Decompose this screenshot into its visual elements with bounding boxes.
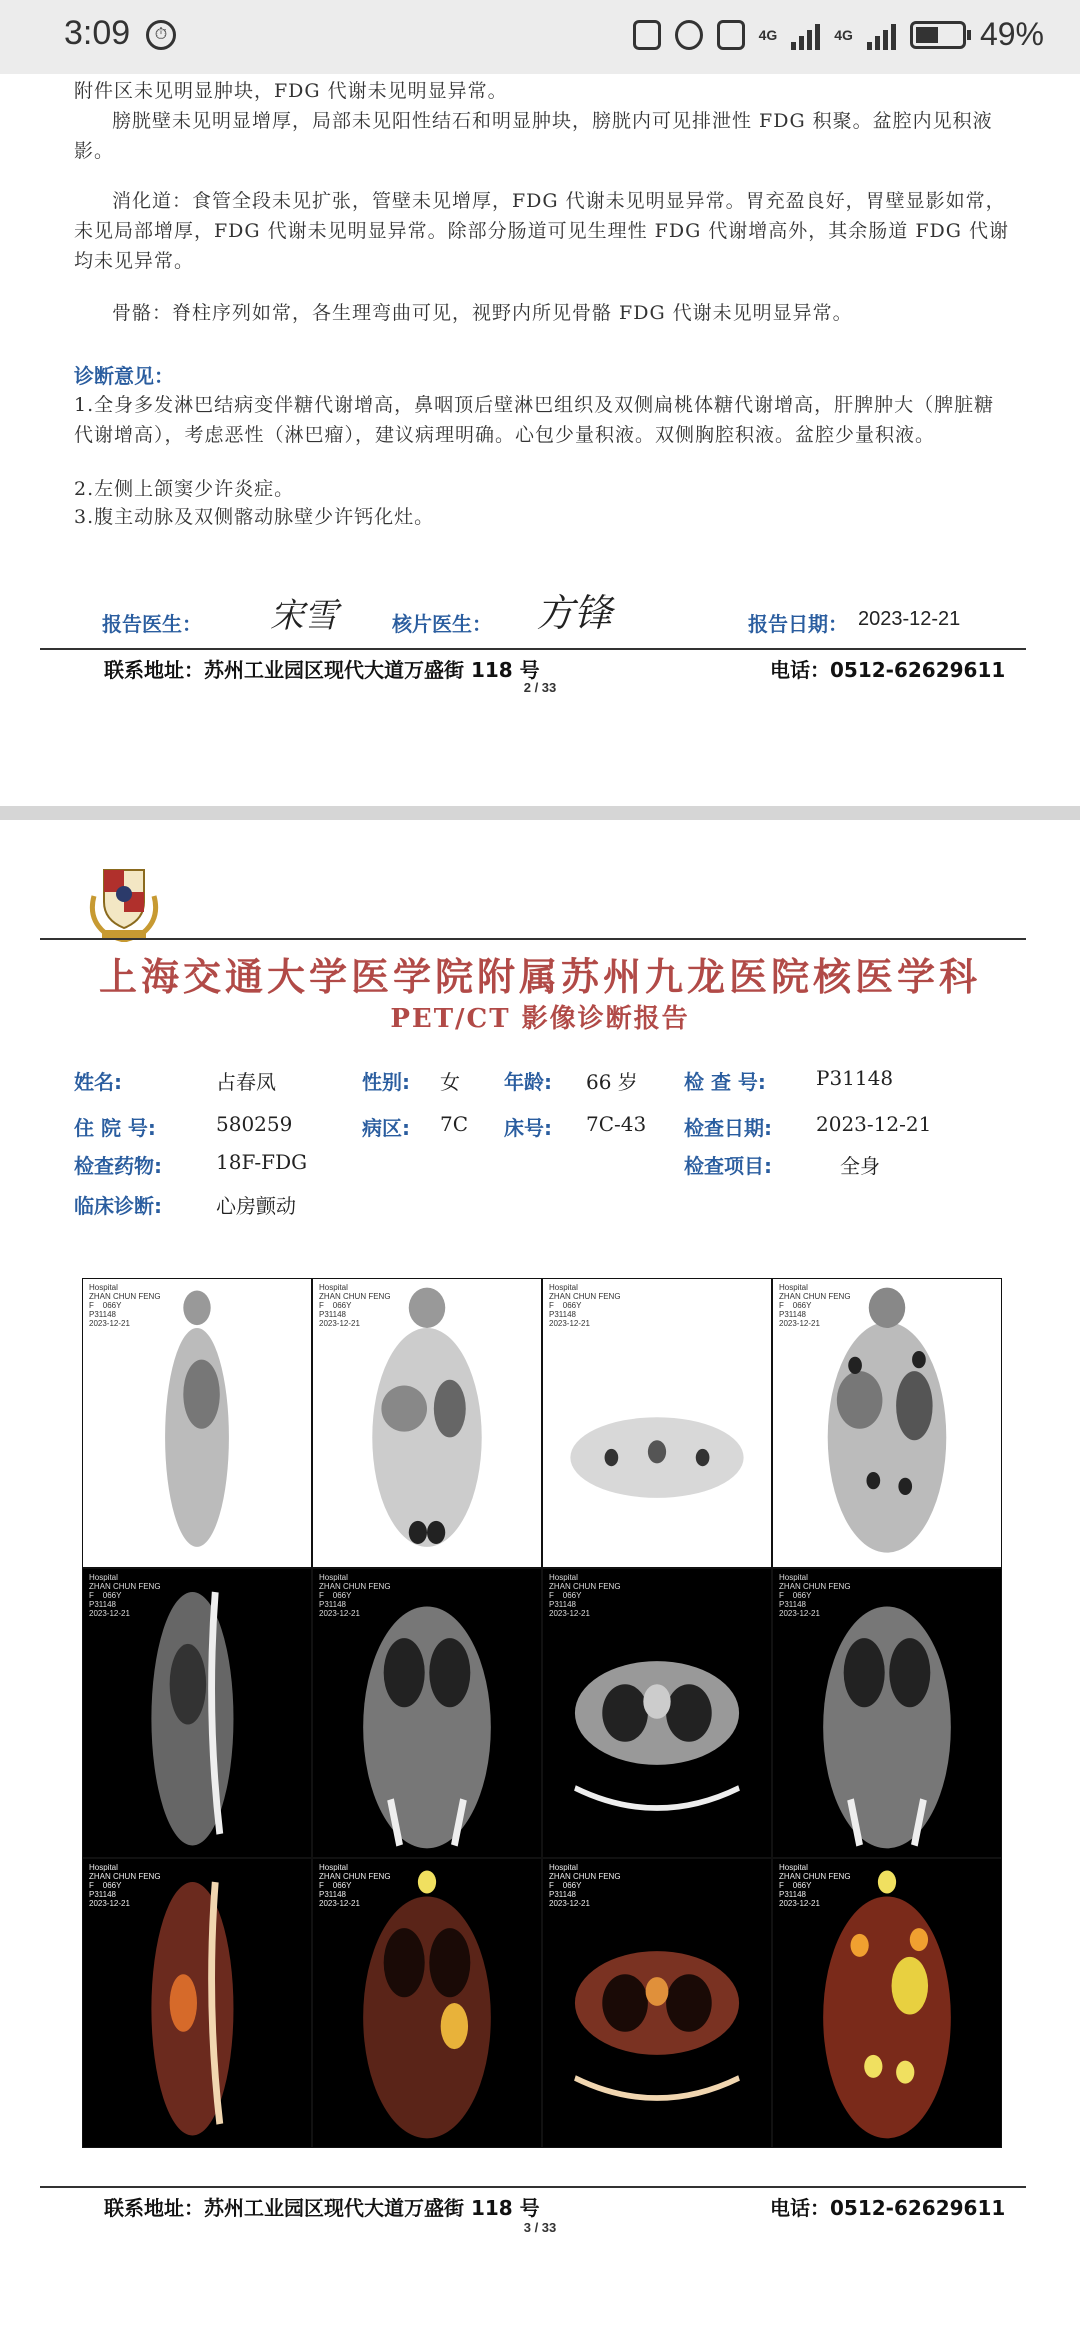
status-time: 3:09 [64, 14, 131, 52]
alarm-icon [675, 20, 703, 50]
report-page-2 [0, 74, 1080, 806]
signal-4g-icon-2: 4G [834, 26, 853, 43]
signal-bars-icon-2 [867, 20, 896, 50]
drug-value: 18F-FDG [216, 1150, 308, 1174]
exam-date-value: 2023-12-21 [816, 1112, 932, 1136]
clinical-value: 心房颤动 [216, 1194, 296, 1218]
status-icons [633, 16, 1044, 53]
exam-item-value: 全身 [840, 1154, 880, 1178]
ct-sagittal-image: Hospital ZHAN CHUN FENG F 066Y P31148 2023-12-21 [83, 1569, 311, 1857]
fusion-sagittal-image: Hospital ZHAN CHUN FENG F 066Y P31148 2023-12-21 [83, 1859, 311, 2147]
exam-date-label: 检查日期: [684, 1116, 772, 1140]
petct-image-grid [82, 1278, 1002, 2148]
diagnosis-title: 诊断意见： [74, 364, 174, 388]
footer-phone: 电话：0512-62629611 [770, 658, 1006, 682]
header-divider [40, 938, 1026, 940]
diagnosis-item-3: 3.腹主动脉及双侧髂动脉壁少许钙化灶。 [74, 506, 435, 528]
inpatient-label: 住 院 号: [74, 1116, 156, 1140]
sex-label: 性别: [362, 1070, 410, 1094]
pet-axial-image: Hospital ZHAN CHUN FENG F 066Y P31148 2023-12-21 [543, 1279, 771, 1567]
fusion-axial-image: Hospital ZHAN CHUN FENG F 066Y P31148 2023-12-21 [543, 1859, 771, 2147]
battery-percent: 49% [979, 16, 1044, 52]
ward-label: 病区: [362, 1116, 410, 1140]
signal-4g-icon: 4G [758, 26, 778, 43]
age-label: 年龄: [504, 1070, 552, 1094]
ct-coronal-image: Hospital ZHAN CHUN FENG F 066Y P31148 2023-12-21 [313, 1569, 541, 1857]
hospital-name: 上海交通大学医学院附属苏州九龙医院核医学科 [98, 954, 981, 999]
ct-axial-image: Hospital ZHAN CHUN FENG F 066Y P31148 2023-12-21 [543, 1569, 771, 1857]
sex-value: 女 [440, 1070, 460, 1094]
diagnosis-item-1: 1.全身多发淋巴结病变伴糖代谢增高，鼻咽顶后壁淋巴组织及双侧扁桃体糖代谢增高，肝脾肿大（脾脏糖代谢增高），考虑恶性（淋巴瘤），建议病理明确。心包少量积液。双侧胸腔积液。盆腔少量积液。 [74, 394, 995, 446]
report-date-label: 报告日期： [748, 612, 848, 636]
exam-item-label: 检查项目: [684, 1154, 772, 1178]
alarm-clock-icon: ⏱ [146, 20, 176, 50]
footer-address: 联系地址：苏州工业园区现代大道万盛街 118 号 [104, 658, 540, 682]
review-doctor-label: 核片医生： [392, 612, 492, 636]
age-value: 66 岁 [586, 1070, 638, 1094]
bed-label: 床号: [504, 1116, 552, 1140]
drug-label: 检查药物: [74, 1154, 162, 1178]
battery-icon [910, 21, 966, 49]
report-doctor-label: 报告医生： [102, 612, 202, 636]
pet-sagittal-image: Hospital ZHAN CHUN FENG F 066Y P31148 2023-12-21 [83, 1279, 311, 1567]
report-doctor-signature: 宋雪 [270, 596, 338, 636]
page-separator [0, 806, 1080, 820]
ward-value: 7C [440, 1112, 469, 1136]
paragraph-bladder: 膀胱壁未见明显增厚，局部未见阳性结石和明显肿块，膀胱内可见排泄性 FDG 积聚。盆腔内见积液影。 [74, 110, 993, 162]
footer-divider [40, 2186, 1026, 2188]
report-subtitle: PET/CT 影像诊断报告 [390, 1004, 690, 1034]
page-number: 3 / 33 [523, 2220, 557, 2235]
pet-coronal-image: Hospital ZHAN CHUN FENG F 066Y P31148 2023-12-21 [313, 1279, 541, 1567]
clinical-label: 临床诊断: [74, 1194, 162, 1218]
inpatient-value: 580259 [216, 1112, 293, 1136]
paragraph-digestive: 消化道：食管全段未见扩张，管壁未见增厚，FDG 代谢未见明显异常。胃充盈良好，胃壁显影如常，未见局部增厚，FDG 代谢未见明显异常。除部分肠道可见生理性 FDG 代谢增高外，其余肠道 FDG 代谢均未见异常。 [74, 190, 1009, 272]
footer-address: 联系地址：苏州工业园区现代大道万盛街 118 号 [104, 2196, 540, 2220]
paragraph-adnexa: 附件区未见明显肿块，FDG 代谢未见明显异常。 [74, 80, 508, 102]
report-date-value: 2023-12-21 [858, 608, 961, 630]
fusion-mip-image: Hospital ZHAN CHUN FENG F 066Y P31148 2023-12-21 [773, 1859, 1001, 2147]
paragraph-bone: 骨骼：脊柱序列如常，各生理弯曲可见，视野内所见骨骼 FDG 代谢未见明显异常。 [112, 302, 853, 324]
bed-value: 7C-43 [586, 1112, 647, 1136]
nfc-icon [633, 20, 661, 50]
pet-mip-image: Hospital ZHAN CHUN FENG F 066Y P31148 2023-12-21 [773, 1279, 1001, 1567]
name-value: 占春凤 [216, 1070, 276, 1094]
fusion-coronal-image: Hospital ZHAN CHUN FENG F 066Y P31148 2023-12-21 [313, 1859, 541, 2147]
review-doctor-signature: 方锋 [536, 591, 613, 635]
exam-no-label: 检 查 号: [684, 1070, 766, 1094]
signal-bars-icon [791, 20, 820, 50]
status-bar [0, 0, 1080, 74]
exam-no-value: P31148 [816, 1066, 894, 1090]
name-label: 姓名: [74, 1070, 122, 1094]
footer-divider [40, 648, 1026, 650]
vibrate-icon [717, 20, 745, 50]
diagnosis-item-2: 2.左侧上颌窦少许炎症。 [74, 478, 295, 500]
ct-coronal-image-2: Hospital ZHAN CHUN FENG F 066Y P31148 2023-12-21 [773, 1569, 1001, 1857]
footer-phone: 电话：0512-62629611 [770, 2196, 1006, 2220]
page-number: 2 / 33 [523, 680, 557, 695]
hospital-logo [84, 858, 164, 942]
